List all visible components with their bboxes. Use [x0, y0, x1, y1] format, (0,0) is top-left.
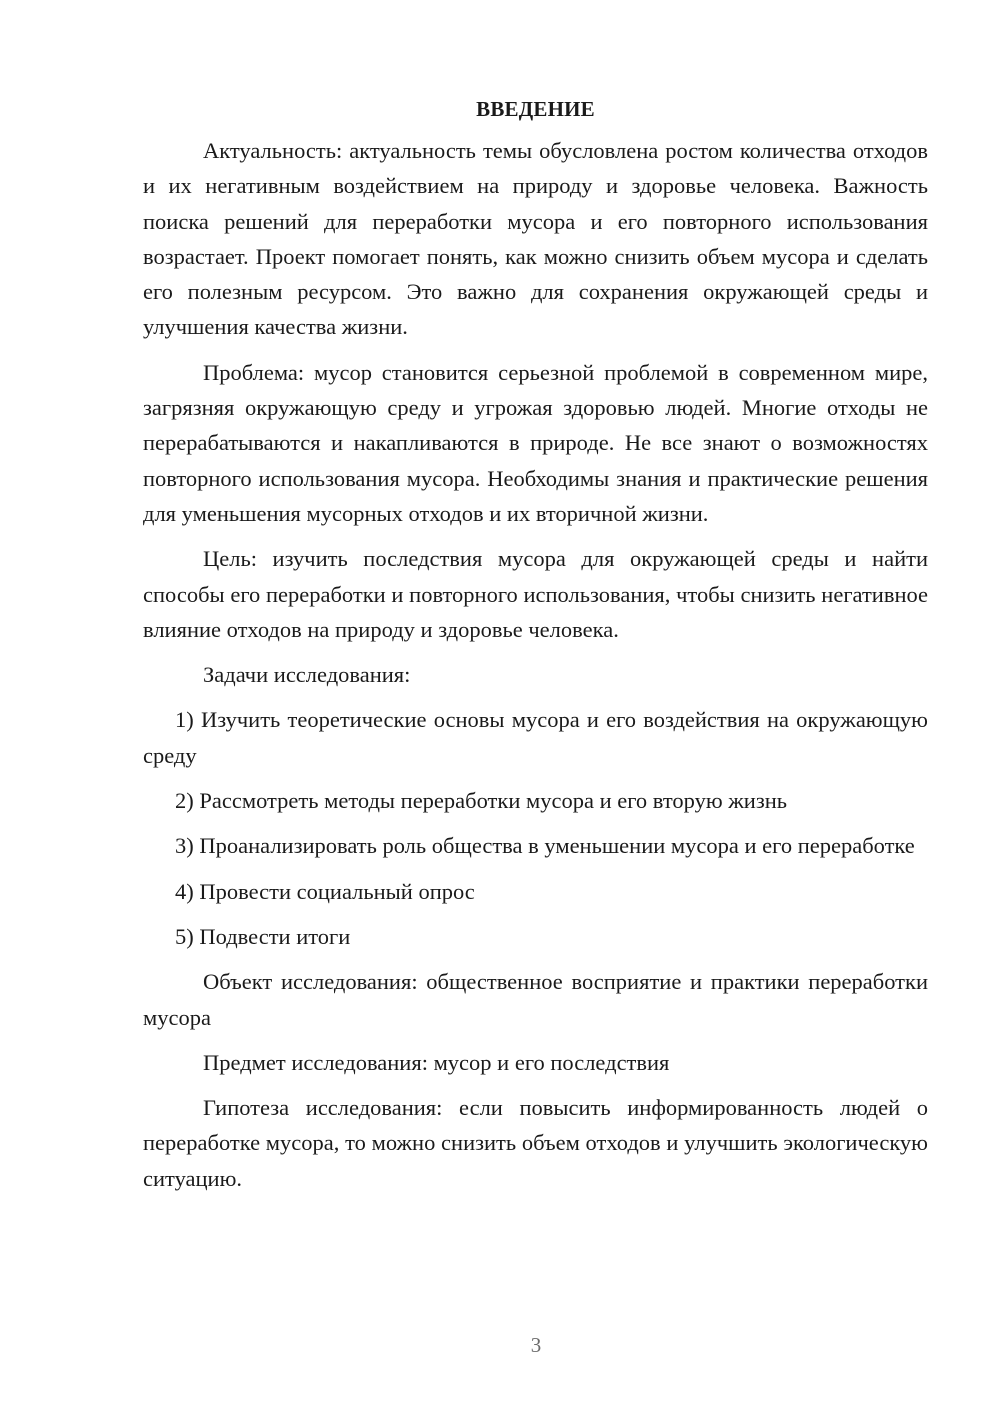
tasks-heading: Задачи исследования:: [203, 662, 411, 688]
task-item: 1) Изучить теоретические основы мусора и его воздействия на окружающую среду: [143, 707, 928, 768]
task-item: 2) Рассмотреть методы переработки мусора и его вторую жизнь: [175, 788, 788, 814]
relevance-paragraph: Актуальность: актуальность темы обусловлена ростом количества отходов и их негативным воздействием на природу и здоровье человека. Важность поиска решений для переработки мусора и его повторного использования возрастает. Проект помогает понять, как можно снизить объем мусора и сделать его полезным ресурсом. Это важно для сохранения окружающей среды и улучшения качества жизни.: [143, 138, 928, 340]
page-number: 3: [530, 1333, 542, 1357]
task-item: 5) Подвести итоги: [175, 923, 351, 949]
task-item: 4) Провести социальный опрос: [175, 878, 475, 904]
object-paragraph: Объект исследования: общественное восприятие и практики переработки мусора: [143, 969, 928, 1030]
task-item: 3) Проанализировать роль общества в уменьшении мусора и его переработке: [175, 833, 915, 859]
hypothesis-paragraph: Гипотеза исследования: если повысить информированность людей о переработке мусора, то можно снизить объем отходов и улучшить экологическую ситуацию.: [143, 1095, 928, 1191]
goal-paragraph: Цель: изучить последствия мусора для окружающей среды и найти способы его переработки и повторного использования, чтобы снизить негативное влияние отходов на природу и здоровье человека.: [143, 546, 928, 642]
subject-paragraph: Предмет исследования: мусор и его последствия: [203, 1049, 670, 1075]
page-title: ВВЕДЕНИЕ: [476, 97, 595, 121]
document-page: [143, 92, 928, 1206]
problem-paragraph: Проблема: мусор становится серьезной проблемой в современном мире, загрязняя окружающую среду и угрожая здоровью людей. Многие отходы не перерабатываются и накапливаются в природе. Не все знают о возможностях повторного использования мусора. Необходимы знания и практические решения для уменьшения мусорных отходов и их вторичной жизни.: [143, 359, 928, 526]
